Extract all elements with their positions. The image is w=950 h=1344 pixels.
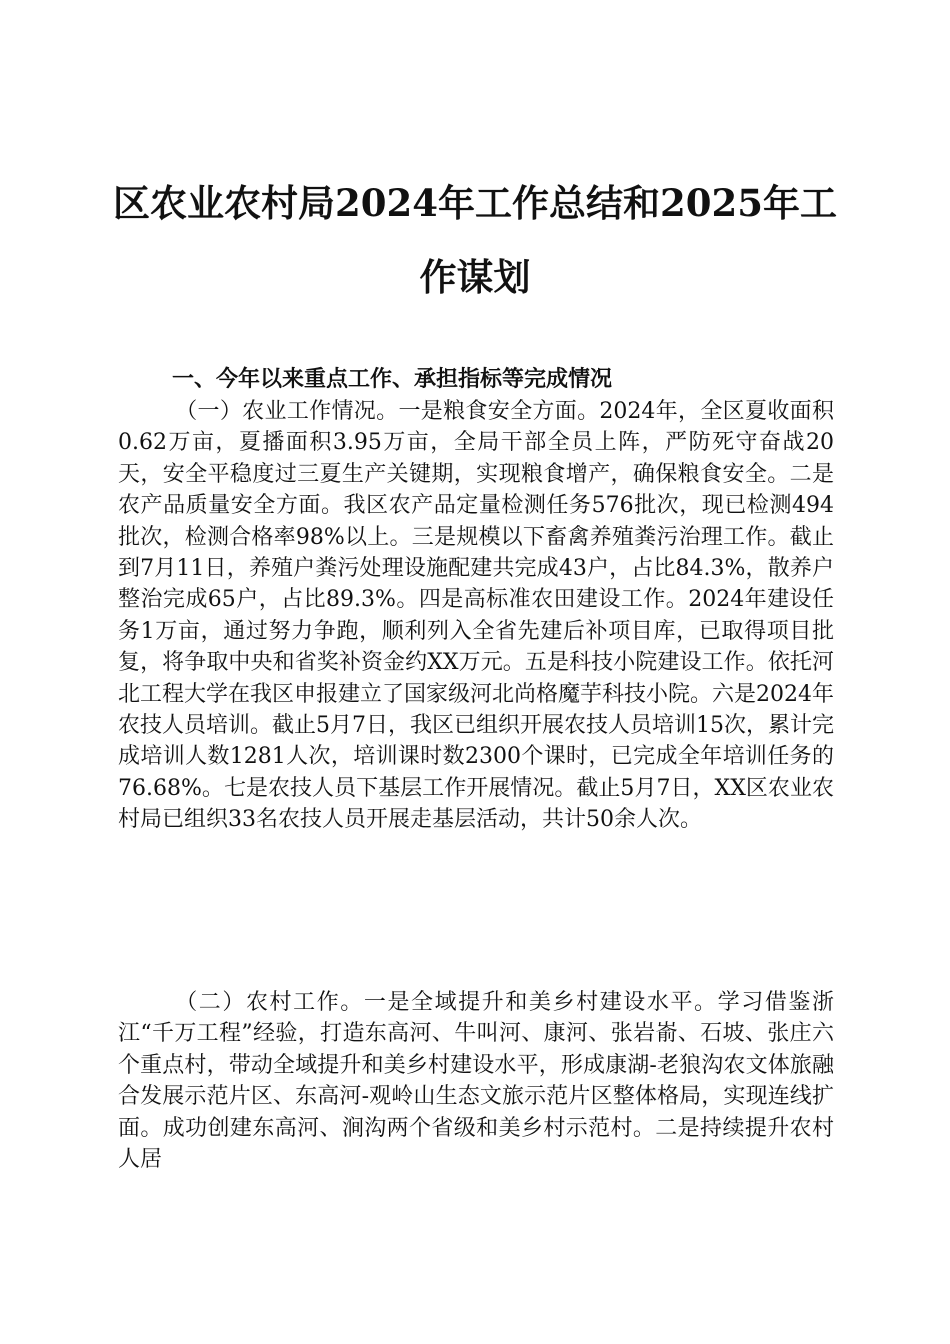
paragraph-rural-work: （二）农村工作。一是全域提升和美乡村建设水平。学习借鉴浙江“千万工程”经验，打造东高河、牛叫河、康河、张岩嵛、石坡、张庄六个重点村，带动全域提升和美乡村建设水平，形成康湖-老狼沟农文体旅融合发展示范片区、东高河-观岭山生态文旅示范片区整体格局，实现连线扩面。成功创建东高河、涧沟两个省级和美乡村示范村。二是持续提升农村人居 <box>118 990 834 1173</box>
document-title: 区农业农村局2024年工作总结和2025年工作谋划 <box>113 181 837 299</box>
paragraph-agriculture: （一）农业工作情况。一是粮食安全方面。2024年，全区夏收面积0.62万亩，夏播面积3.95万亩，全局干部全员上阵，严防死守奋战20天，安全平稳度过三夏生产关键期，实现粮食增产，确保粮食安全。二是农产品质量安全方面。我区农产品定量检测任务576批次，现已检测494批次，检测合格率98%以上。三是规模以下畜禽养殖粪污治理工作。截止到7月11日，养殖户粪污处理设施配建共完成43户，占比84.3%，散养户整治完成65户，占比89.3%。四是高标准农田建设工作。2024年建设任务1万亩，通过努力争跑，顺利列入全省先建后补项目库，已取得项目批复，将争取中央和省奖补资金约XX万元。五是科技小院建设工作。依托河北工程大学在我区申报建立了国家级河北尚格魔芋科技小院。六是2024年农技人员培训。截止5月7日，我区已组织开展农技人员培训15次，累计完成培训人数1281人次，培训课时数2300个课时，已完成全年培训任务的76.68%。七是农技人员下基层工作开展情况。截止5月7日，XX区农业农村局已组织33名农技人员开展走基层活动，共计50余人次。 <box>118 399 834 833</box>
section-heading: 一、今年以来重点工作、承担指标等完成情况 <box>172 367 613 392</box>
